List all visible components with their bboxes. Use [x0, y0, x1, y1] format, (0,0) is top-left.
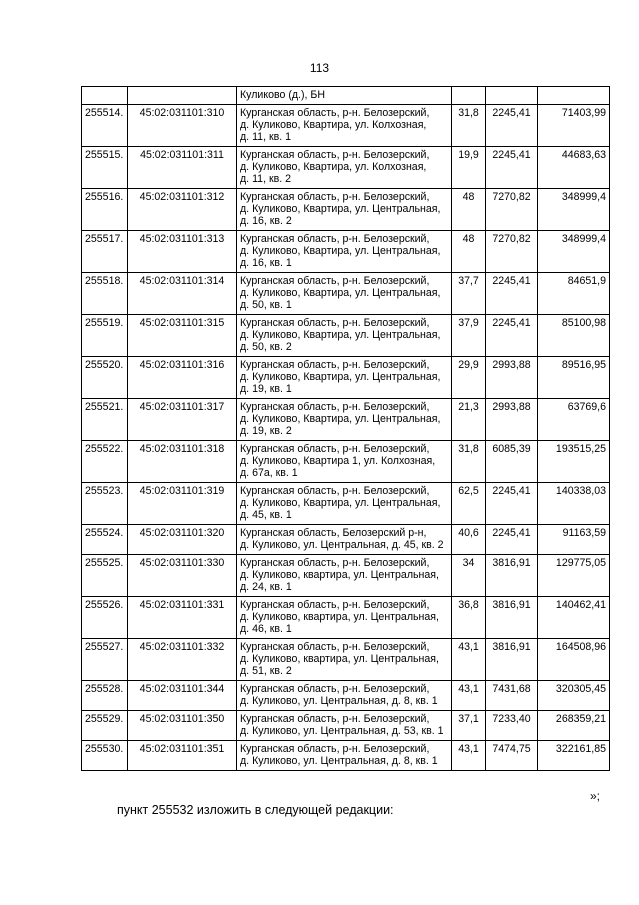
address-cell	[237, 231, 452, 273]
row-number: 255517.	[82, 231, 128, 273]
table-row	[82, 315, 610, 357]
area-value: 48	[452, 231, 486, 273]
address-cell	[237, 597, 452, 639]
cost-value: 193515,25	[538, 441, 610, 483]
address-line: д. Куликово, квартира, ул. Центральная,	[240, 611, 439, 623]
area-value: 43,1	[452, 681, 486, 711]
address-line: д. Куликово, ул. Центральная, д. 8, кв. 1	[240, 755, 438, 767]
cadastral-number: 45:02:031101:313	[128, 231, 237, 273]
area-value: 29,9	[452, 357, 486, 399]
address-line: д. Куликово, Квартира, ул. Колхозная,	[240, 161, 427, 173]
table-row	[82, 639, 610, 681]
price-value: 2245,41	[486, 105, 538, 147]
address-cell	[237, 681, 452, 711]
address-line: Курганская область, р-н. Белозерский,	[240, 191, 430, 203]
cost-value: 164508,96	[538, 639, 610, 681]
price-value: 7431,68	[486, 681, 538, 711]
address-line: Курганская область, р-н. Белозерский,	[240, 599, 430, 611]
table-row	[82, 441, 610, 483]
address-line: д. Куликово, Квартира 1, ул. Колхозная,	[240, 455, 436, 467]
page-number: 113	[309, 61, 330, 75]
address-line: Курганская область, р-н. Белозерский,	[240, 317, 430, 329]
address-cell	[237, 315, 452, 357]
cadastral-number: 45:02:031101:311	[128, 147, 237, 189]
cost-value: 44683,63	[538, 147, 610, 189]
address-cell	[237, 555, 452, 597]
area-value: 48	[452, 189, 486, 231]
table-row	[82, 399, 610, 441]
area-value: 19,9	[452, 147, 486, 189]
price-value: 3816,91	[486, 597, 538, 639]
address-line: Курганская область, р-н. Белозерский,	[240, 233, 430, 245]
cost-value: 91163,59	[538, 525, 610, 555]
row-number: 255525.	[82, 555, 128, 597]
address-line: д. Куликово, квартира, ул. Центральная,	[240, 569, 439, 581]
cost-value: 85100,98	[538, 315, 610, 357]
address-cell	[237, 273, 452, 315]
address-line: д. Куликово, Квартира, ул. Центральная,	[240, 413, 441, 425]
address-cell	[237, 639, 452, 681]
address-line: д. Куликово, Квартира, ул. Центральная,	[240, 287, 441, 299]
address-cell	[237, 357, 452, 399]
price-value: 7270,82	[486, 189, 538, 231]
cost-value: 129775,05	[538, 555, 610, 597]
price-value: 7233,40	[486, 711, 538, 741]
row-number: 255527.	[82, 639, 128, 681]
price-value: 2993,88	[486, 357, 538, 399]
row-number: 255526.	[82, 597, 128, 639]
address-cell	[237, 399, 452, 441]
area-value: 43,1	[452, 741, 486, 771]
table-row	[82, 681, 610, 711]
cost-value: 348999,4	[538, 189, 610, 231]
table-row	[82, 525, 610, 555]
address-cell	[237, 741, 452, 771]
cadastral-number: 45:02:031101:332	[128, 639, 237, 681]
table-row	[82, 741, 610, 771]
address-line: д. Куликово, Квартира, ул. Центральная,	[240, 329, 441, 341]
address-line: д. 67а, кв. 1	[240, 467, 298, 479]
cadastral-number: 45:02:031101:312	[128, 189, 237, 231]
address-line: д. 16, кв. 1	[240, 257, 292, 269]
cadastral-number: 45:02:031101:315	[128, 315, 237, 357]
address-cell	[237, 711, 452, 741]
address-line: Курганская область, р-н. Белозерский,	[240, 557, 430, 569]
table-row-header-continuation	[82, 87, 610, 105]
address-line: Курганская область, р-н. Белозерский,	[240, 485, 430, 497]
address-line: д. 11, кв. 2	[240, 173, 291, 185]
cadastral-number: 45:02:031101:331	[128, 597, 237, 639]
area-value: 40,6	[452, 525, 486, 555]
price-value: 7474,75	[486, 741, 538, 771]
area-value: 21,3	[452, 399, 486, 441]
cadastral-number: 45:02:031101:320	[128, 525, 237, 555]
area-value: 36,8	[452, 597, 486, 639]
area-value: 43,1	[452, 639, 486, 681]
area-value: 37,9	[452, 315, 486, 357]
address-cell	[237, 105, 452, 147]
cadastral-number: 45:02:031101:310	[128, 105, 237, 147]
table-row	[82, 555, 610, 597]
table-row	[82, 357, 610, 399]
area-value: 31,8	[452, 441, 486, 483]
amendment-note: пункт 255532 изложить в следующей редакции:	[117, 803, 394, 817]
cadastral-number: 45:02:031101:317	[128, 399, 237, 441]
cost-value: 268359,21	[538, 711, 610, 741]
row-number: 255523.	[82, 483, 128, 525]
cadastral-number: 45:02:031101:318	[128, 441, 237, 483]
closing-quote: »;	[590, 789, 601, 803]
cost-value: 89516,95	[538, 357, 610, 399]
price-value: 7270,82	[486, 231, 538, 273]
row-number: 255524.	[82, 525, 128, 555]
cost-value: 348999,4	[538, 231, 610, 273]
cadastral-number: 45:02:031101:351	[128, 741, 237, 771]
row-number: 255522.	[82, 441, 128, 483]
cost-value: 140462,41	[538, 597, 610, 639]
address-line: Курганская область, р-н. Белозерский,	[240, 107, 430, 119]
address-cell	[237, 483, 452, 525]
address-cell	[237, 441, 452, 483]
address-line: д. 50, кв. 1	[240, 299, 292, 311]
area-value: 34	[452, 555, 486, 597]
area-value: 62,5	[452, 483, 486, 525]
cadastral-number: 45:02:031101:319	[128, 483, 237, 525]
address-cell	[237, 189, 452, 231]
address-line: д. 19, кв. 2	[240, 425, 292, 437]
table-row	[82, 189, 610, 231]
price-value: 3816,91	[486, 639, 538, 681]
price-value: 2245,41	[486, 273, 538, 315]
price-value: 2245,41	[486, 525, 538, 555]
price-value: 2245,41	[486, 147, 538, 189]
cost-value: 84651,9	[538, 273, 610, 315]
row-number: 255521.	[82, 399, 128, 441]
address-line: д. Куликово, Квартира, ул. Центральная,	[240, 245, 441, 257]
cadastral-number: 45:02:031101:344	[128, 681, 237, 711]
row-number: 255530.	[82, 741, 128, 771]
cost-value: 140338,03	[538, 483, 610, 525]
price-value: 2245,41	[486, 483, 538, 525]
address-line: Курганская область, р-н. Белозерский,	[240, 149, 430, 161]
row-number: 255518.	[82, 273, 128, 315]
cost-value: 63769,6	[538, 399, 610, 441]
cost-value: 71403,99	[538, 105, 610, 147]
property-table	[81, 86, 610, 771]
area-value: 31,8	[452, 105, 486, 147]
area-value: 37,7	[452, 273, 486, 315]
address-cell	[237, 525, 452, 555]
table-row	[82, 711, 610, 741]
cadastral-number: 45:02:031101:330	[128, 555, 237, 597]
address-line: д. Куликово, ул. Центральная, д. 8, кв. 1	[240, 695, 438, 707]
address-line: д. Куликово, квартира, ул. Центральная,	[240, 653, 439, 665]
address-line: Курганская область, р-н. Белозерский,	[240, 683, 430, 695]
address-line: Курганская область, р-н. Белозерский,	[240, 713, 430, 725]
row-number: 255529.	[82, 711, 128, 741]
row-number: 255528.	[82, 681, 128, 711]
table-row	[82, 105, 610, 147]
table-row	[82, 147, 610, 189]
table-row	[82, 231, 610, 273]
address-line: д. Куликово, Квартира, ул. Центральная,	[240, 497, 441, 509]
row-number: 255520.	[82, 357, 128, 399]
row-number: 255514.	[82, 105, 128, 147]
price-value: 3816,91	[486, 555, 538, 597]
address-line: д. 51, кв. 2	[240, 665, 292, 677]
table-row	[82, 597, 610, 639]
address-line: Курганская область, р-н. Белозерский,	[240, 443, 430, 455]
address-line: Курганская область, р-н. Белозерский,	[240, 275, 430, 287]
address-line: д. Куликово, Квартира, ул. Центральная,	[240, 203, 441, 215]
address-line: д. Куликово, Квартира, ул. Колхозная,	[240, 119, 427, 131]
address-line: д. Куликово, Квартира, ул. Центральная,	[240, 371, 441, 383]
price-value: 2993,88	[486, 399, 538, 441]
address-cell: Куликово (д.), БН	[237, 87, 452, 105]
cost-value: 320305,45	[538, 681, 610, 711]
address-line: д. 11, кв. 1	[240, 131, 291, 143]
row-number: 255515.	[82, 147, 128, 189]
address-line: д. Куликово, ул. Центральная, д. 53, кв. 1	[240, 725, 444, 737]
address-line: д. Куликово, ул. Центральная, д. 45, кв. 2	[240, 539, 444, 551]
table-row	[82, 273, 610, 315]
address-line: Курганская область, р-н. Белозерский,	[240, 401, 430, 413]
area-value: 37,1	[452, 711, 486, 741]
cadastral-number: 45:02:031101:316	[128, 357, 237, 399]
address-line: Курганская область, Белозерский р-н,	[240, 527, 427, 539]
address-line: д. 46, кв. 1	[240, 623, 292, 635]
cadastral-number: 45:02:031101:350	[128, 711, 237, 741]
address-line: д. 19, кв. 1	[240, 383, 292, 395]
price-value: 6085,39	[486, 441, 538, 483]
address-line: д. 45, кв. 1	[240, 509, 292, 521]
row-number: 255519.	[82, 315, 128, 357]
address-line: д. 24, кв. 1	[240, 581, 292, 593]
address-line: Курганская область, р-н. Белозерский,	[240, 743, 430, 755]
address-line: д. 50, кв. 2	[240, 341, 292, 353]
address-line: Курганская область, р-н. Белозерский,	[240, 641, 430, 653]
row-number: 255516.	[82, 189, 128, 231]
address-line: Курганская область, р-н. Белозерский,	[240, 359, 430, 371]
address-line: д. 16, кв. 2	[240, 215, 292, 227]
cadastral-number: 45:02:031101:314	[128, 273, 237, 315]
cost-value: 322161,85	[538, 741, 610, 771]
table-row	[82, 483, 610, 525]
address-cell	[237, 147, 452, 189]
price-value: 2245,41	[486, 315, 538, 357]
